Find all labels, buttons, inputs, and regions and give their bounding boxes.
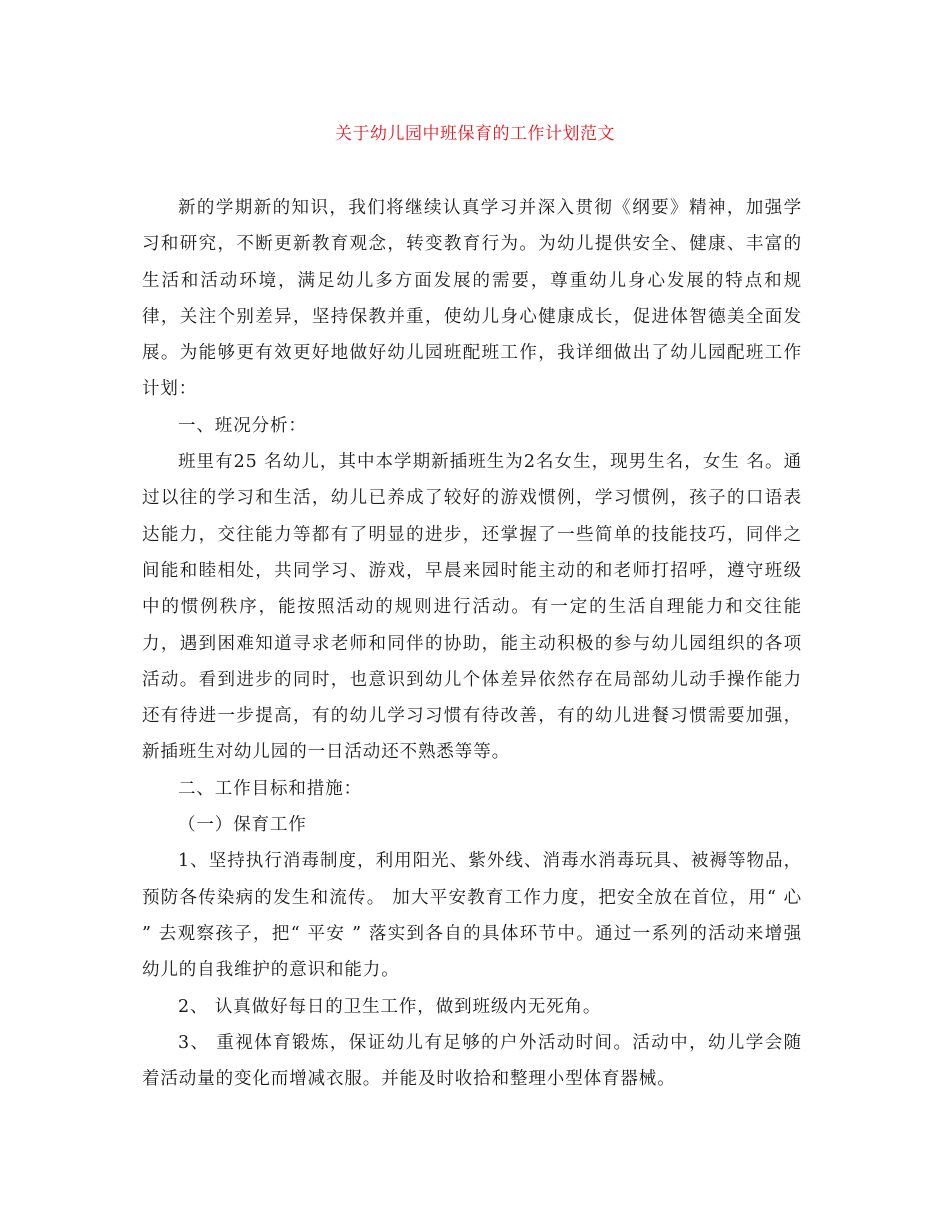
list-item-1: 1、坚持执行消毒制度，利用阳光、紫外线、消毒水消毒玩具、被褥等物品，预防各传染病的发生和流传。 加大平安教育工作力度，把安全放在首位，用“ 心 ” 去观察孩子，把“ 平安 ” 落实到各自的具体环节中。通过一系列的活动来增强幼儿的自我维护的意识和能力。 <box>142 851 802 981</box>
paragraph-class-analysis: 班里有25 名幼儿，其中本学期新插班生为2名女生，现男生名，女生 名。通过以往的学习和生活，幼儿已养成了较好的游戏惯例，学习惯例，孩子的口语表达能力，交往能力等都有了明显的进步，还掌握了一些简单的技能技巧，同伴之间能和睦相处，共同学习、游戏，早晨来园时能主动的和老师打招呼，遵守班级中的惯例秩序，能按照活动的规则进行活动。有一定的生活自理能力和交往能力，遇到困难知道寻求老师和同伴的协助，能主动积极的参与幼儿园组织的各项活动。看到进步的同时，也意识到幼儿个体差异依然存在局部幼儿动手操作能力还有待进一步提高，有的幼儿学习习惯有待改善，有的幼儿进餐习惯需要加强，新插班生对幼儿园的一日活动还不熟悉等等。 <box>142 452 802 763</box>
list-item-3: 3、 重视体育锻炼，保证幼儿有足够的户外活动时间。活动中，幼儿学会随着活动量的变化而增减衣服。并能及时收拾和整理小型体育器械。 <box>142 1032 802 1090</box>
document-body <box>142 190 802 1097</box>
list-item-2: 2、 认真做好每日的卫生工作，做到班级内无死角。 <box>178 996 602 1017</box>
heading-care-work: （一）保育工作 <box>178 815 307 836</box>
document-title: 关于幼儿园中班保育的工作计划范文 <box>335 124 615 144</box>
paragraph-intro: 新的学期新的知识，我们将继续认真学习并深入贯彻《纲要》精神，加强学习和研究，不断更新教育观念，转变教育行为。为幼儿提供安全、健康、丰富的生活和活动环境，满足幼儿多方面发展的需要，尊重幼儿身心发展的特点和规律，关注个别差异，坚持保教并重，使幼儿身心健康成长，促进体智德美全面发展。为能够更有效更好地做好幼儿园班配班工作，我详细做出了幼儿园配班工作计划： <box>142 198 802 400</box>
heading-class-analysis: 一、班况分析： <box>178 415 307 436</box>
heading-goals-measures: 二、工作目标和措施： <box>178 778 362 799</box>
